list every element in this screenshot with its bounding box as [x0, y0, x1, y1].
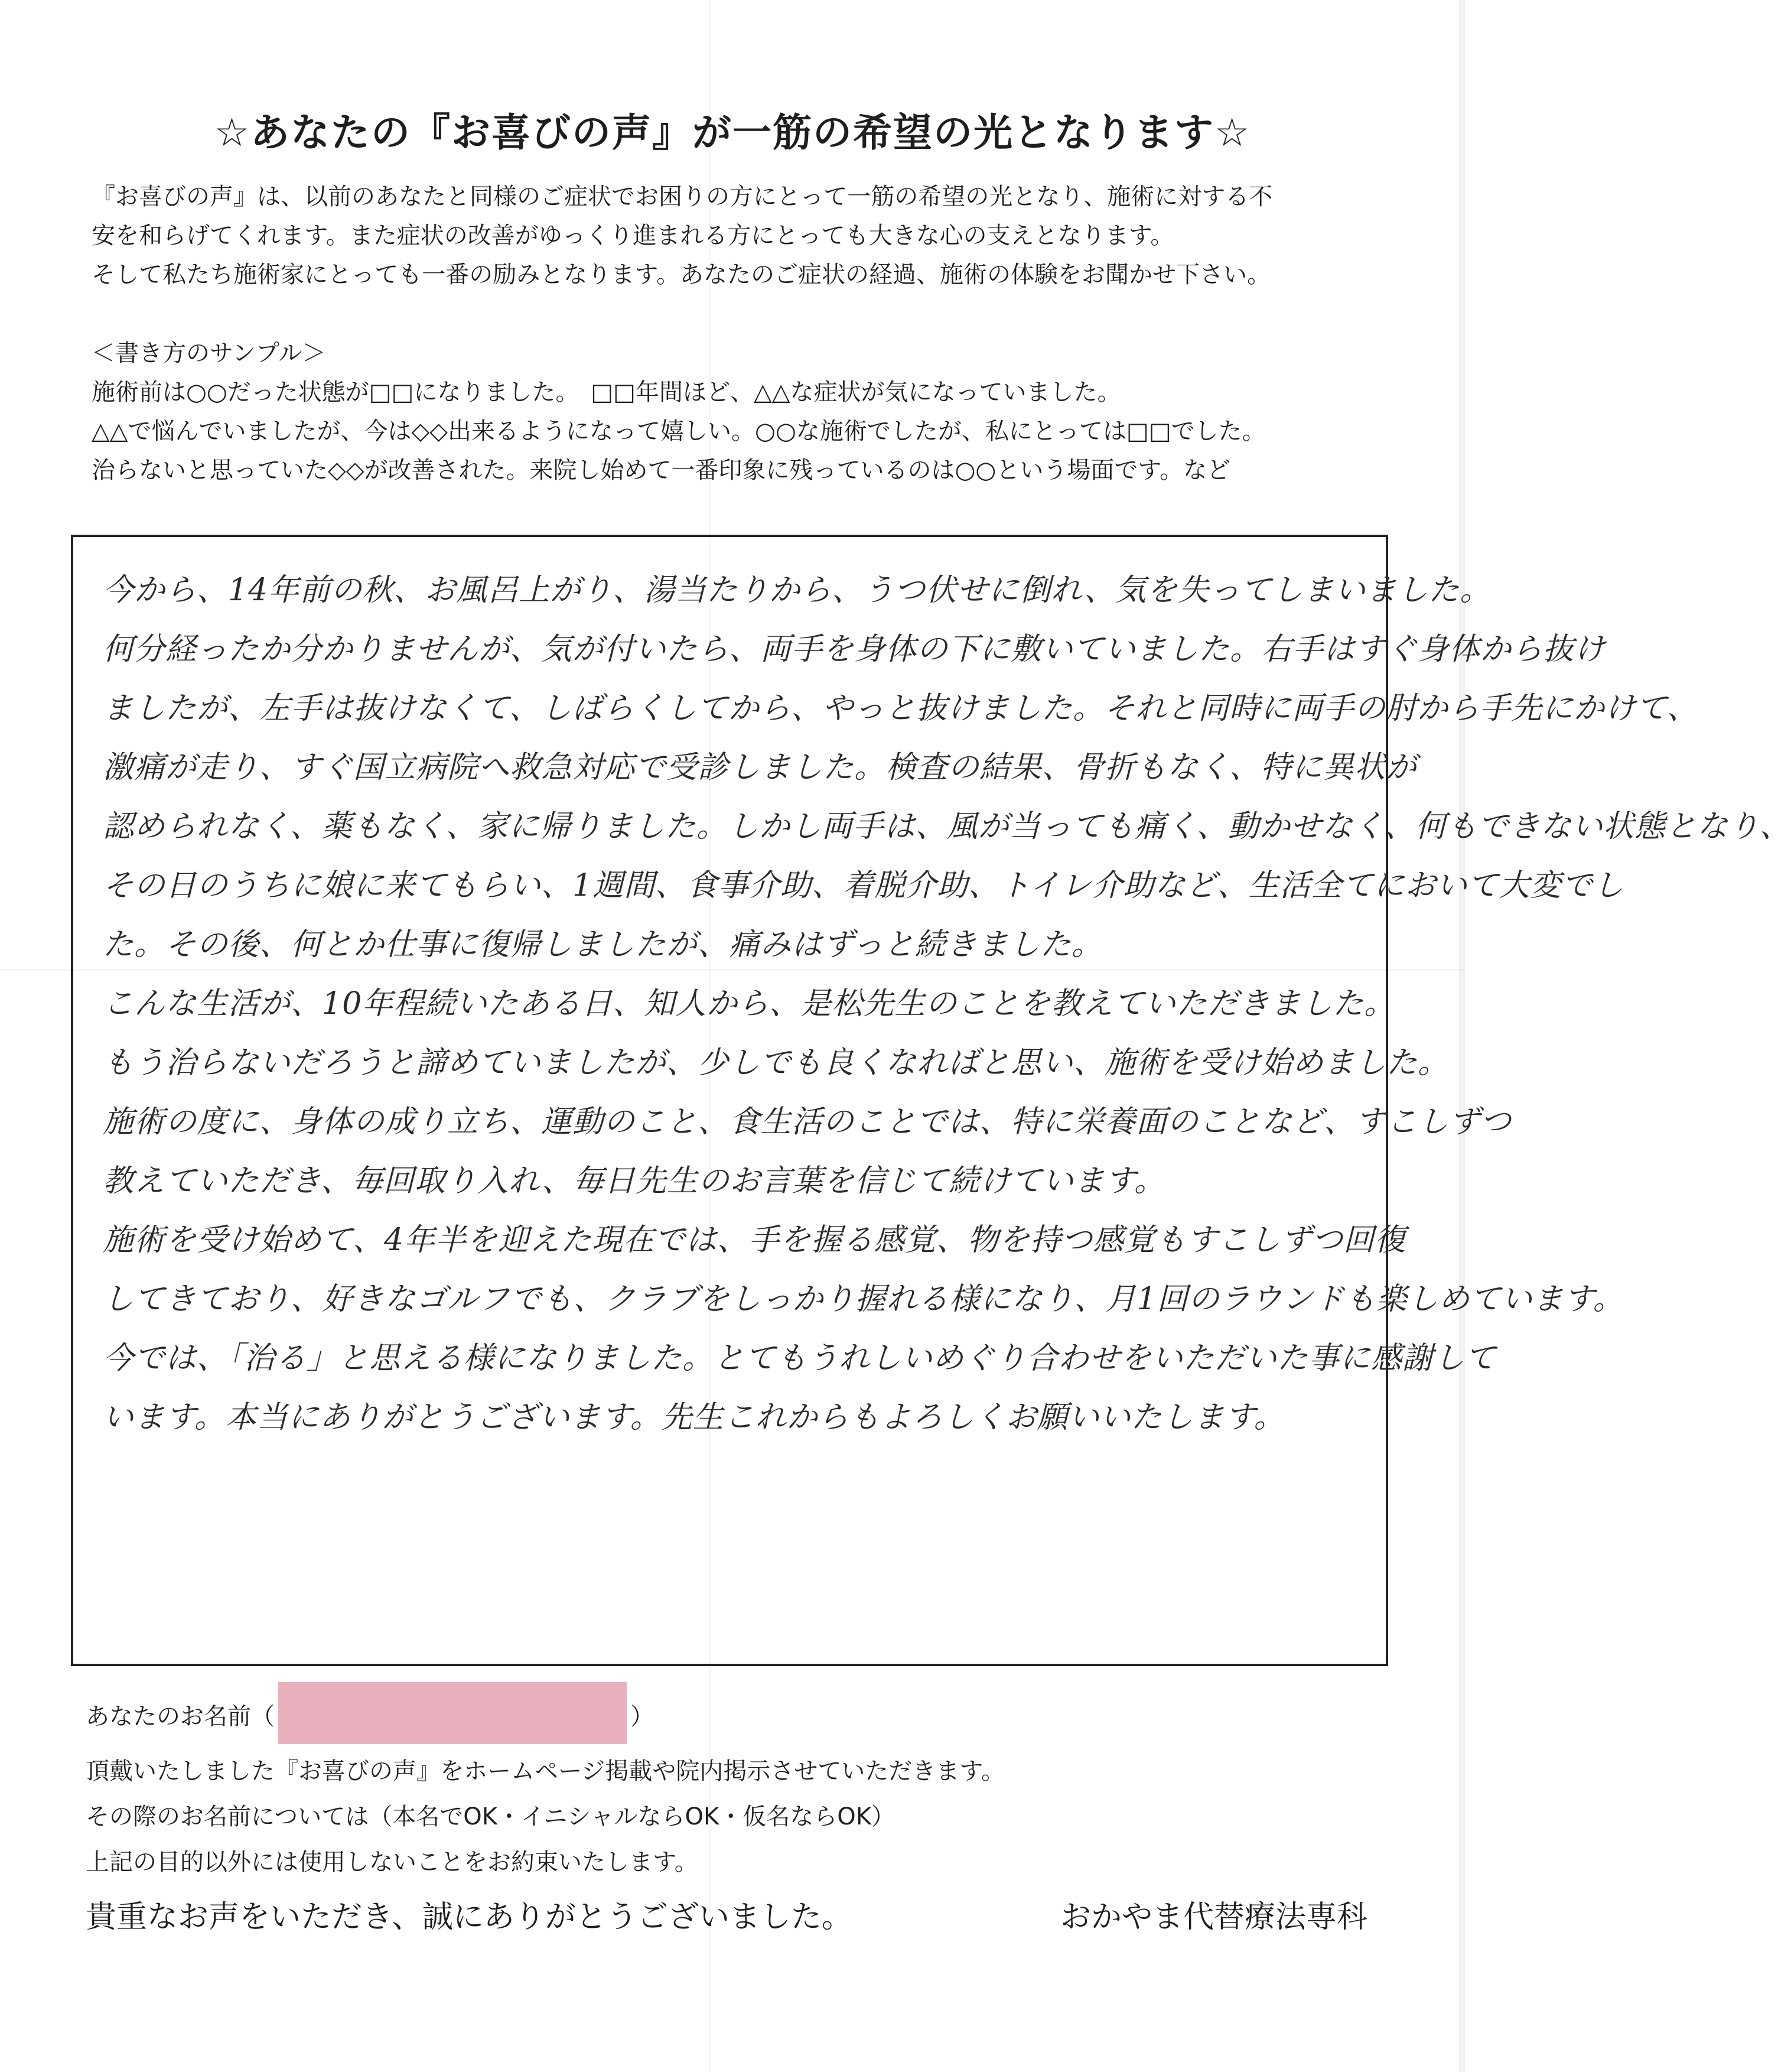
intro-line: 『お喜びの声』は、以前のあなたと同様のご症状でお困りの方にとって一筋の希望の光となり、施術に対する不 [92, 183, 1273, 210]
footer-line: その際のお名前については（本名でOK・イニシャルならOK・仮名ならOK） [86, 1803, 895, 1830]
testimonial-line: 何分経ったか分かりませんが、気が付いたら、両手を身体の下に敷いていました。右手はすぐ身体から抜け [103, 632, 1606, 667]
sample-heading: ＜書き方のサンプル＞ [92, 340, 326, 367]
testimonial-line: もう治らないだろうと諦めていましたが、少しでも良くなればと思い、施術を受け始めました。 [103, 1045, 1450, 1081]
clinic-name: おかやま代替療法専科 [1060, 1899, 1367, 1935]
sample-line: 施術前は○○だった状態が□□になりました。 □□年間ほど、△△な症状が気になっていました。 [92, 379, 1121, 406]
name-label: あなたのお名前（ [86, 1703, 275, 1731]
testimonial-line: こんな生活が、10年程続いたある日、知人から、是松先生のことを教えていただきました。 [103, 986, 1396, 1022]
intro-line: 安を和らげてくれます。また症状の改善がゆっくり進まれる方にとっても大きな心の支えとなります。 [92, 222, 1174, 249]
testimonial-line: ましたが、左手は抜けなくて、しばらくしてから、やっと抜けました。それと同時に両手の肘から手先にかけて、 [103, 691, 1698, 726]
testimonial-line: います。本当にありがとうございます。先生これからもよろしくお願いいたします。 [103, 1400, 1285, 1435]
testimonial-line: その日のうちに娘に来てもらい、1週間、食事介助、着脱介助、トイレ介助など、生活全てにおいて大変でし [103, 868, 1624, 903]
handwritten-testimonial [103, 561, 1791, 1447]
footer-line: 上記の目的以外には使用しないことをお約束いたします。 [86, 1849, 698, 1876]
footer-section [86, 1687, 1005, 1885]
sample-line: 治らないと思っていた◇◇が改善された。来院し始めて一番印象に残っているのは○○という場面です。など [92, 457, 1231, 484]
testimonial-line: 認められなく、薬もなく、家に帰りました。しかし両手は、風が当っても痛く、動かせなく、何もできない状態となり、 [103, 809, 1791, 844]
name-close: ） [630, 1703, 654, 1731]
testimonial-line: してきており、好きなゴルフでも、クラブをしっかり握れる様になり、月1回のラウンドも楽しめています。 [103, 1281, 1624, 1317]
testimonial-line: 今では、「治る」と思える様になりました。とてもうれしいめぐり合わせをいただいた事に感謝して [103, 1341, 1497, 1376]
page-title: ☆あなたの『お喜びの声』が一筋の希望の光となります☆ [214, 110, 1251, 155]
testimonial-line: た。その後、何とか仕事に復帰しましたが、痛みはずっと続きました。 [103, 927, 1103, 962]
testimonial-line: 施術を受け始めて、4年半を迎えた現在では、手を握る感覚、物を持つ感覚もすこしずつ回復 [103, 1222, 1406, 1258]
sample-line: △△で悩んでいましたが、今は◇◇出来るようになって嬉しい。○○な施術でしたが、私にとっては□□でした。 [92, 418, 1266, 445]
testimonial-line: 激痛が走り、すぐ国立病院へ救急対応で受診しました。検査の結果、骨折もなく、特に異状が [103, 750, 1417, 785]
intro-text [92, 177, 1391, 294]
testimonial-box [71, 535, 1791, 1666]
paper-edge-shadow [1459, 0, 1465, 2072]
redacted-name [278, 1682, 627, 1744]
name-row [86, 1687, 1005, 1749]
sample-section [92, 334, 1266, 490]
intro-line: そして私たち施術家にとっても一番の励みとなります。あなたのご症状の経過、施術の体験をお聞かせ下さい。 [92, 261, 1271, 288]
testimonial-line: 施術の度に、身体の成り立ち、運動のこと、食生活のことでは、特に栄養面のことなど、すこしずつ [103, 1104, 1512, 1140]
thanks-text: 貴重なお声をいただき、誠にありがとうございました。 [86, 1899, 852, 1935]
footer-line: 頂戴いたしました『お喜びの声』をホームページ掲載や院内掲示させていただきます。 [86, 1758, 1005, 1785]
testimonial-line: 教えていただき、毎回取り入れ、毎日先生のお言葉を信じて続けています。 [103, 1163, 1165, 1199]
testimonial-line: 今から、14年前の秋、お風呂上がり、湯当たりから、うつ伏せに倒れ、気を失ってしまいました。 [103, 573, 1492, 608]
closing-row [86, 1894, 1367, 1941]
